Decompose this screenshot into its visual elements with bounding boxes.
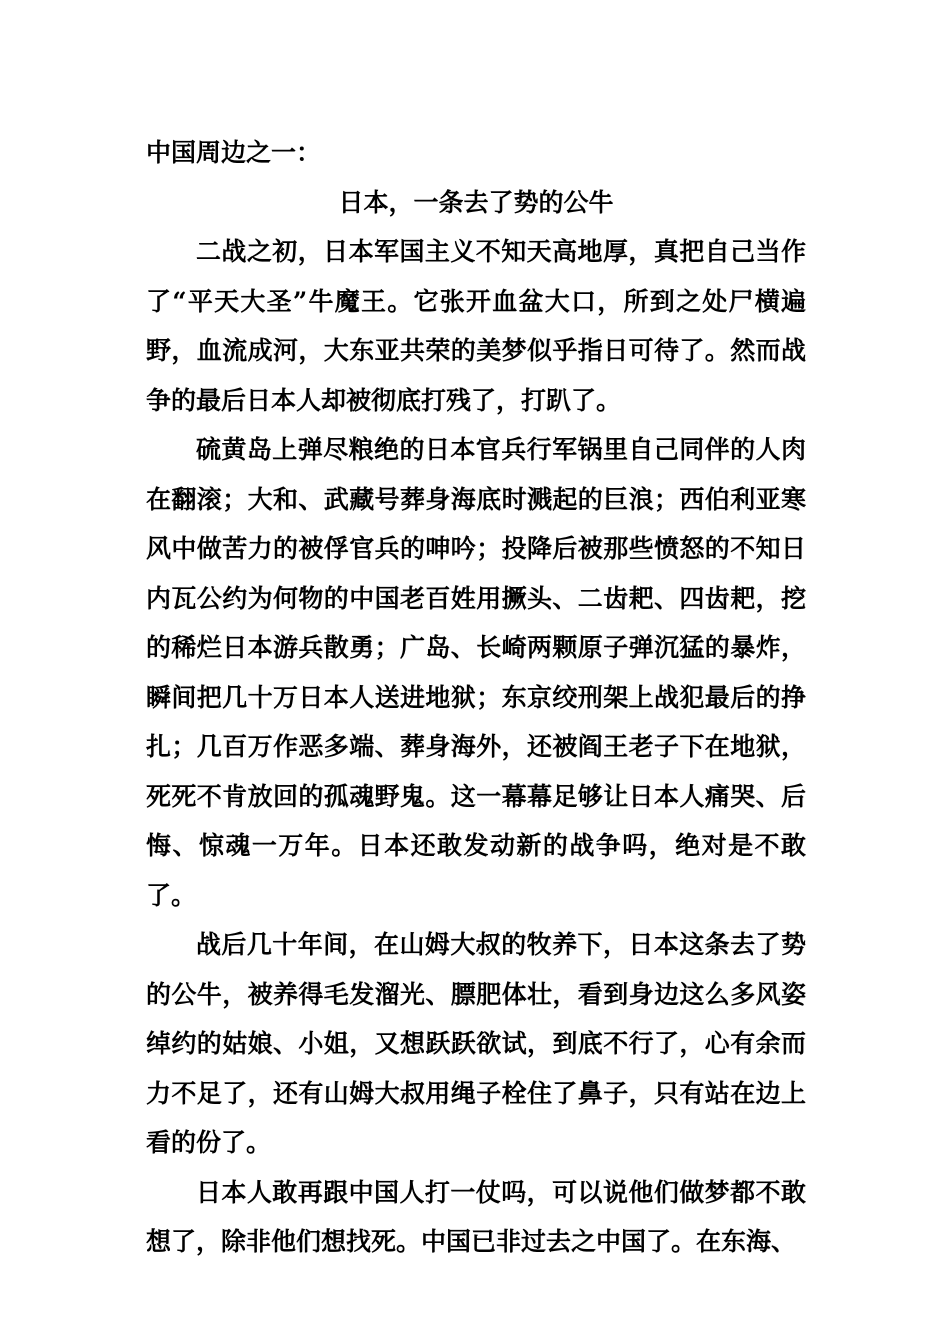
paragraph-1: 二战之初，日本军国主义不知天高地厚，真把自己当作了“平天大圣”牛魔王。它张开血盆大口，所到之处尸横遍野，血流成河，大东亚共荣的美梦似乎指日可待了。然而战争的最后日本人却被彻底打残了，打趴了。 bbox=[146, 237, 806, 415]
document-title: 日本，一条去了势的公牛 bbox=[338, 187, 614, 217]
paragraph-2: 硫黄岛上弹尽粮绝的日本官兵行军锅里自己同伴的人肉在翻滚；大和、武藏号葬身海底时溅起的巨浪；西伯利亚寒风中做苦力的被俘官兵的呻吟；投降后被那些愤怒的不知日内瓦公约为何物的中国老百姓用撅头、二齿耙、四齿耙，挖的稀烂日本游兵散勇；广岛、长崎两颗原子弹沉猛的暴炸，瞬间把几十万日本人送进地狱；东京绞刑架上战犯最后的挣扎；几百万作恶多端、葬身海外，还被阎王老子下在地狱，死死不肯放回的孤魂野鬼。这一幕幕足够让日本人痛哭、后悔、惊魂一万年。日本还敢发动新的战争吗，绝对是不敢了。 bbox=[146, 435, 806, 910]
document-body bbox=[146, 128, 806, 1267]
paragraph-3: 战后几十年间，在山姆大叔的牧养下，日本这条去了势的公牛，被养得毛发溜光、膘肥体壮，看到身边这么多风姿绰约的姑娘、小姐，又想跃跃欲试，到底不行了，心有余而力不足了，还有山姆大叔用绳子栓住了鼻子，只有站在边上看的份了。 bbox=[146, 930, 806, 1157]
series-label: 中国周边之一： bbox=[146, 138, 322, 167]
paragraph-4: 日本人敢再跟中国人打一仗吗，可以说他们做梦都不敢想了，除非他们想找死。中国已非过去之中国了。在东海、 bbox=[146, 1177, 806, 1256]
